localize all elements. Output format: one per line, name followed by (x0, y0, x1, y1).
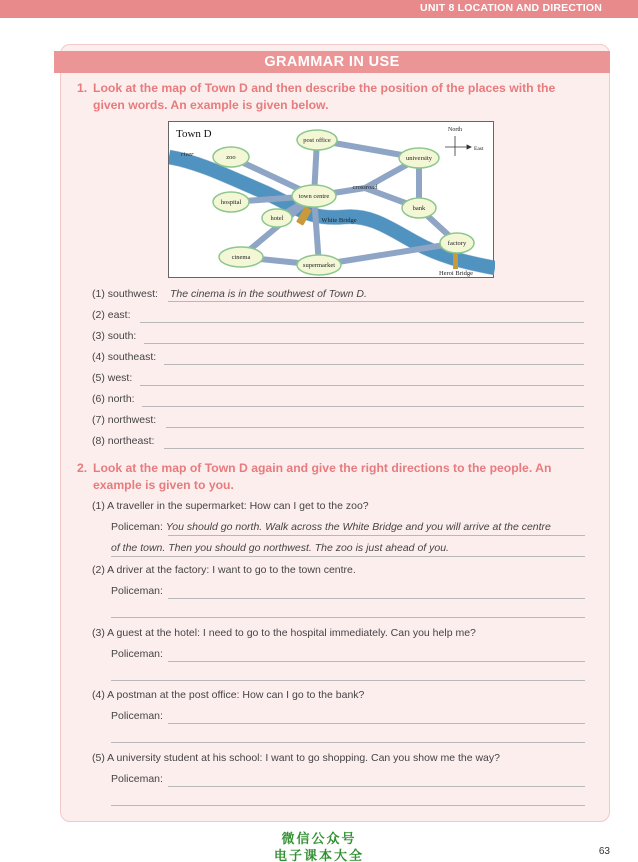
answer-line[interactable] (111, 805, 585, 806)
section-banner (54, 51, 610, 73)
q1-item-2 (92, 309, 584, 325)
label-river: river (181, 151, 194, 158)
q1-item-label: (5) west: (92, 372, 133, 384)
heroi-bridge-mark (453, 254, 458, 269)
watermark-line-1: 微信公众号 (281, 832, 357, 847)
label-cinema: cinema (231, 254, 251, 261)
label-hotel: hotel (270, 215, 284, 222)
label-crossroad: crossroad (352, 184, 378, 191)
q1-item-1 (92, 288, 584, 304)
q1-item-label: (2) east: (92, 309, 131, 321)
section-title: GRAMMAR IN USE (264, 54, 400, 70)
answer-line[interactable] (111, 556, 585, 557)
page-number: 63 (598, 846, 610, 857)
q1-item-label: (8) northeast: (92, 435, 155, 447)
q1-item-8 (92, 435, 584, 451)
answer-line[interactable] (168, 723, 585, 724)
q2-item-1-prompt: (1) A traveller in the supermarket: How can I get to the zoo? (92, 500, 369, 512)
answer-line[interactable] (140, 385, 584, 386)
answer-line[interactable] (142, 406, 584, 407)
q2-item-1-answer (111, 521, 551, 533)
q2-instruction: Look at the map of Town D again and give the right directions to the people. An example is given to you. (93, 461, 552, 492)
answer-line[interactable] (168, 786, 585, 787)
unit-header-bar (0, 0, 638, 18)
label-hospital: hospital (220, 199, 242, 206)
q1-heading (77, 80, 589, 114)
policeman-label: Policeman: (111, 773, 163, 785)
label-university: university (406, 155, 432, 162)
q1-example-answer: The cinema is in the southwest of Town D. (170, 288, 367, 300)
map-title: Town D (176, 128, 212, 140)
answer-line[interactable] (168, 598, 585, 599)
answer-line[interactable] (166, 427, 584, 428)
q1-item-3 (92, 330, 584, 346)
q2-item-2-prompt: (2) A driver at the factory: I want to go to the town centre. (92, 564, 356, 576)
q1-item-label: (1) southwest: (92, 288, 158, 300)
q1-item-6 (92, 393, 584, 409)
answer-line[interactable] (164, 448, 584, 449)
unit-title: UNIT 8 LOCATION AND DIRECTION (420, 2, 602, 14)
policeman-label: Policeman: (111, 521, 163, 533)
q1-number: 1. (77, 81, 88, 95)
q2-item-4-prompt: (4) A postman at the post office: How can I go to the bank? (92, 689, 365, 701)
label-north: North (448, 127, 462, 133)
q1-item-7 (92, 414, 584, 430)
label-east: East (474, 146, 484, 152)
label-town-centre: town centre (298, 193, 330, 200)
answer-line[interactable] (111, 742, 585, 743)
q2-item-5-prompt: (5) A university student at his school: I want to go shopping. Can you show me the way? (92, 752, 500, 764)
label-zoo: zoo (226, 154, 236, 161)
label-factory: factory (447, 240, 467, 247)
answer-line[interactable] (140, 322, 584, 323)
policeman-label: Policeman: (111, 585, 163, 597)
label-post-office: post office (303, 137, 331, 144)
label-supermarket: supermarket (302, 262, 336, 269)
label-heroi-bridge: Heroi Bridge (438, 270, 474, 277)
q1-item-label: (4) southeast: (92, 351, 157, 363)
label-bank: bank (412, 205, 426, 212)
q2-number: 2. (77, 461, 88, 475)
q1-item-4 (92, 351, 584, 367)
answer-line[interactable] (164, 364, 584, 365)
q2-item-3-prompt: (3) A guest at the hotel: I need to go to the hospital immediately. Can you help me? (92, 627, 476, 639)
answer-line[interactable] (111, 617, 585, 618)
answer-line[interactable] (168, 661, 585, 662)
policeman-label: Policeman: (111, 710, 163, 722)
town-d-map (168, 121, 494, 278)
answer-line[interactable] (168, 535, 585, 536)
q1-instruction: Look at the map of Town D and then describe the position of the places with the given words. An example is given below. (93, 81, 556, 112)
answer-line[interactable] (168, 301, 584, 302)
policeman-label: Policeman: (111, 648, 163, 660)
answer-line[interactable] (111, 680, 585, 681)
q1-item-label: (6) north: (92, 393, 135, 405)
q2-heading (77, 460, 589, 494)
q1-item-label: (3) south: (92, 330, 137, 342)
q1-item-label: (7) northwest: (92, 414, 157, 426)
label-white-bridge: White Bridge (321, 217, 357, 224)
example-answer-line-2: of the town. Then you should go northwest. The zoo is just ahead of you. (111, 542, 449, 554)
map-drawing (169, 122, 495, 279)
q1-item-5 (92, 372, 584, 388)
example-answer-line-1: You should go north. Walk across the White Bridge and you will arrive at the centre (165, 521, 551, 533)
watermark-line-2: 电子课本大全 (273, 849, 364, 862)
answer-line[interactable] (144, 343, 584, 344)
compass-icon (445, 136, 471, 156)
